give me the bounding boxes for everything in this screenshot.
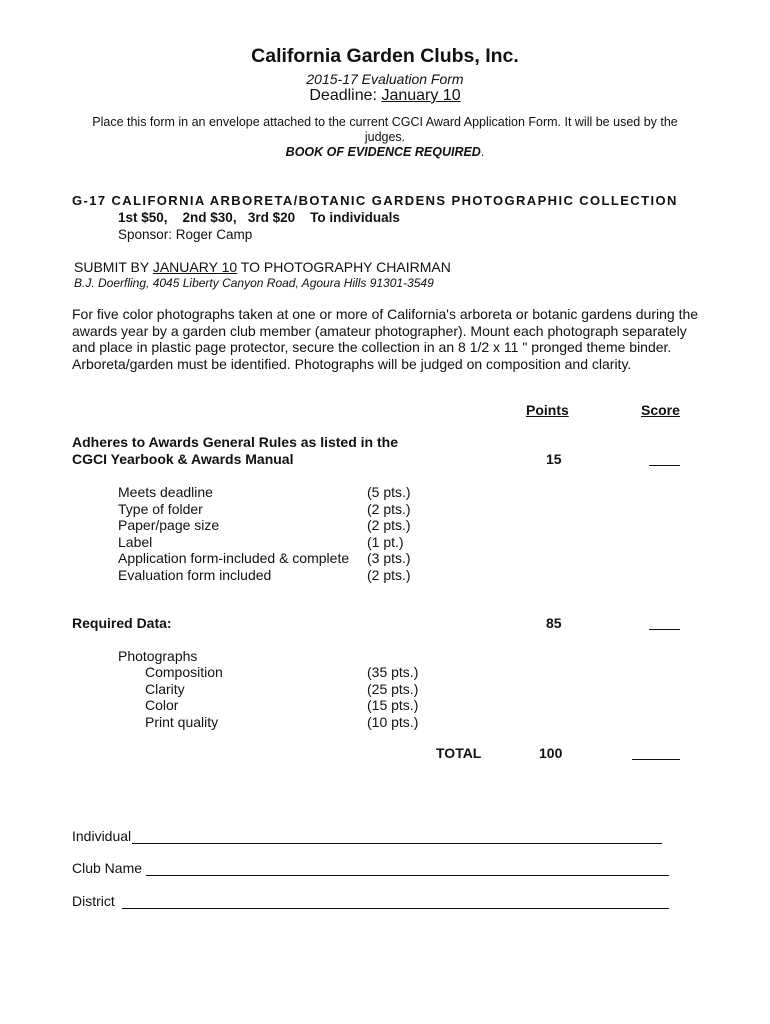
required-data-score-blank[interactable]: [649, 615, 680, 635]
award-prizes: 1st $50, 2nd $30, 3rd $20 To individuals: [118, 210, 400, 225]
general-rules-points: 15: [546, 451, 562, 467]
club-name-label: Club Name: [72, 860, 143, 876]
district-label: District: [72, 893, 115, 909]
list-item: Application form-included & complete: [118, 550, 350, 566]
deadline-date: January 10: [381, 87, 461, 104]
instructions: Place this form in an envelope attached to the current CGCI Award Application Form. It will be used by the judges.: [92, 115, 678, 144]
award-description: For five color photographs taken at one or more of California's arboreta or botanic gardens during the awards year by a garden club member (amateur photographer). Mount each photograph separately and place in plastic page protector, secure the collection in an 8 1/2 x 11 " pronged theme binder. Arboreta/garden must be identified. Photographs will be judged on composition and clarity.: [72, 306, 699, 372]
list-item: Print quality: [145, 713, 219, 730]
total-label: TOTAL: [436, 745, 482, 761]
individual-field[interactable]: [132, 843, 662, 844]
club-name-field[interactable]: [146, 875, 669, 876]
submit-suffix: TO PHOTOGRAPHY CHAIRMAN: [237, 259, 451, 275]
list-item: Label: [118, 533, 153, 550]
required-data-pts-list: [367, 664, 418, 730]
submit-date: JANUARY 10: [152, 259, 238, 275]
general-rules-heading-1: Adheres to Awards General Rules as listed in the: [72, 434, 398, 450]
score-header: Score: [641, 402, 680, 418]
award-title: G-17 CALIFORNIA ARBORETA/BOTANIC GARDENS PHOTOGRAPHIC COLLECTION: [72, 193, 678, 208]
deadline-label: Deadline:: [309, 87, 377, 104]
general-rules-score-blank[interactable]: [649, 451, 680, 471]
general-rules-heading-2: CGCI Yearbook & Awards Manual: [72, 451, 294, 467]
list-item-pts: (25 pts.): [367, 680, 419, 697]
list-item: Clarity: [145, 680, 185, 697]
total-score-blank[interactable]: [632, 745, 680, 765]
submit-instruction: [74, 259, 451, 275]
list-item: Type of folder: [118, 500, 203, 517]
deadline: [0, 87, 770, 105]
required-data-list: [145, 664, 223, 730]
submit-prefix: SUBMIT BY: [74, 259, 153, 275]
list-item-pts: (3 pts.): [367, 550, 411, 566]
photographs-label: Photographs: [118, 648, 198, 664]
list-item-pts: (15 pts.): [367, 697, 419, 713]
individual-label: Individual: [72, 828, 132, 844]
list-item-pts: (2 pts.): [367, 500, 411, 517]
list-item: Evaluation form included: [118, 566, 272, 583]
list-item-pts: (2 pts.): [367, 566, 411, 583]
book-evidence-note: [0, 145, 770, 159]
chairman-address: B.J. Doerfling, 4045 Liberty Canyon Road, Agoura Hills 91301-3549: [74, 276, 434, 290]
list-item: Composition: [145, 664, 223, 680]
points-header: Points: [526, 402, 569, 418]
required-data-points: 85: [546, 615, 562, 631]
list-item-pts: (1 pt.): [367, 533, 404, 550]
form-subtitle: 2015-17 Evaluation Form: [306, 71, 464, 87]
award-sponsor: Sponsor: Roger Camp: [118, 227, 253, 242]
required-data-heading: Required Data:: [72, 615, 172, 631]
district-field[interactable]: [122, 908, 669, 909]
total-points: 100: [539, 745, 563, 761]
list-item-pts: (10 pts.): [367, 713, 419, 730]
list-item: Paper/page size: [118, 517, 220, 533]
list-item-pts: (2 pts.): [367, 517, 411, 533]
list-item-pts: (5 pts.): [367, 484, 411, 500]
book-evidence-period: .: [480, 145, 485, 159]
list-item: Color: [145, 697, 179, 713]
list-item-pts: (35 pts.): [367, 664, 419, 680]
form-title: California Garden Clubs, Inc.: [251, 45, 519, 67]
general-rules-pts-list: [367, 484, 411, 583]
book-evidence-text: BOOK OF EVIDENCE REQUIRED: [285, 145, 481, 159]
list-item: Meets deadline: [118, 484, 213, 500]
general-rules-list: [118, 484, 349, 583]
